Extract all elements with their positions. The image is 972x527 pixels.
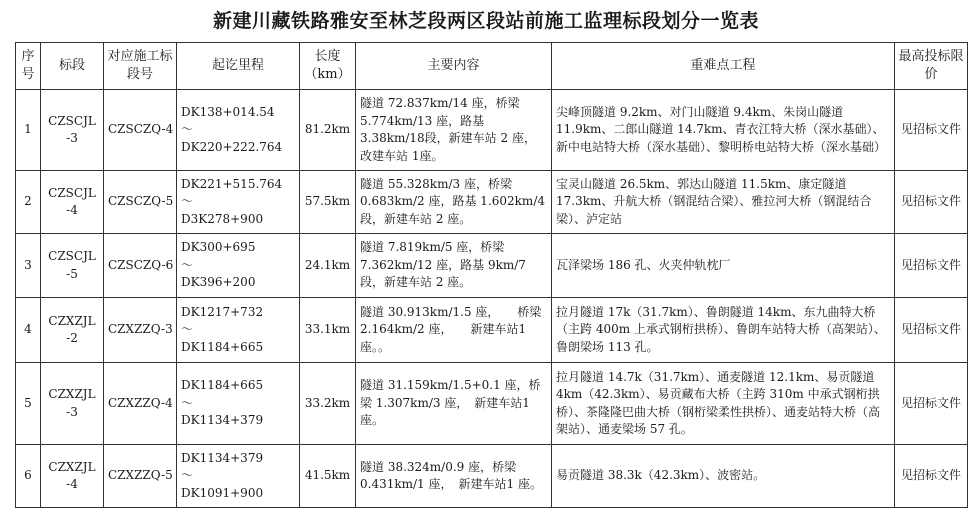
table-row [16, 445, 968, 508]
cell-construction-section: CZXZZQ-3 [104, 298, 177, 363]
mileage-start: DK138+014.54 [181, 104, 275, 119]
table-row [16, 298, 968, 363]
cell-key-works: 易贡隧道 38.3k（42.3km）、波密站。 [552, 445, 895, 508]
mileage-start: DK221+515.764 [181, 176, 283, 191]
mileage-separator: ～ [181, 468, 194, 483]
bid-section-table [15, 42, 968, 508]
cell-max-price: 见招标文件 [895, 234, 968, 298]
cell-key-works: 拉月隧道 14.7k（31.7km）、通麦隧道 12.1km、易贡隧道4km（42.3km）、易贡藏布大桥（主跨 310m 中承式钢桁拱桥）、茶隆隆巴曲大桥（钢桁梁柔性拱桥）、通麦站特大桥（高架站）、通麦梁场 57 孔。 [552, 363, 895, 445]
cell-construction-section: CZSCZQ-6 [104, 234, 177, 298]
cell-main-content: 隧道 72.837km/14 座，桥梁5.774km/13 座，路基 3.38km/18段，新建车站 2 座，改建车站 1座。 [356, 90, 552, 171]
mileage-end: DK396+200 [181, 275, 256, 290]
cell-mileage [177, 445, 300, 508]
cell-main-content: 隧道 55.328km/3 座，桥梁0.683km/2 座，路基 1.602km/4段，新建车站 2 座。 [356, 171, 552, 234]
table-header [16, 43, 968, 90]
header-length: 长度（km） [300, 43, 356, 90]
cell-seq: 1 [16, 90, 41, 171]
cell-construction-section: CZSCZQ-5 [104, 171, 177, 234]
mileage-start: DK1184+665 [181, 378, 264, 393]
cell-length: 81.2km [300, 90, 356, 171]
mileage-separator: ～ [181, 122, 194, 137]
document-title: 新建川藏铁路雅安至林芝段两区段站前施工监理标段划分一览表 [212, 10, 759, 32]
mileage-start: DK1134+379 [181, 450, 264, 465]
mileage-end: DK1134+379 [181, 413, 264, 428]
header-mileage: 起讫里程 [177, 43, 300, 90]
cell-seq: 5 [16, 363, 41, 445]
cell-max-price: 见招标文件 [895, 298, 968, 363]
mileage-separator: ～ [181, 395, 194, 410]
cell-length: 33.2km [300, 363, 356, 445]
cell-mileage [177, 298, 300, 363]
cell-mileage [177, 90, 300, 171]
table-row [16, 171, 968, 234]
cell-construction-section: CZXZZQ-4 [104, 363, 177, 445]
cell-key-works: 瓦泽梁场 186 孔、火夹仲轨枕厂 [552, 234, 895, 298]
cell-mileage [177, 171, 300, 234]
mileage-end: DK1091+900 [181, 485, 264, 500]
cell-max-price: 见招标文件 [895, 363, 968, 445]
cell-construction-section: CZSCZQ-4 [104, 90, 177, 171]
table-row [16, 90, 968, 171]
cell-seq: 6 [16, 445, 41, 508]
header-construction-section: 对应施工标段号 [104, 43, 177, 90]
mileage-end: DK1184+665 [181, 339, 264, 354]
header-key-works: 重难点工程 [552, 43, 895, 90]
cell-section: CZXZJL -4 [41, 445, 104, 508]
cell-length: 57.5km [300, 171, 356, 234]
table-body [16, 90, 968, 508]
cell-main-content: 隧道 38.324m/0.9 座，桥梁 0.431km/1 座， 新建车站1 座。 [356, 445, 552, 508]
mileage-end: D3K278+900 [181, 211, 264, 226]
cell-construction-section: CZXZZQ-5 [104, 445, 177, 508]
cell-key-works: 宝灵山隧道 26.5km、郭达山隧道 11.5km、康定隧道17.3km、升航大桥（钢混结合梁）、雅拉河大桥（钢混结合梁）、泸定站 [552, 171, 895, 234]
cell-seq: 4 [16, 298, 41, 363]
mileage-end: DK220+222.764 [181, 139, 283, 154]
cell-section: CZXZJL -3 [41, 363, 104, 445]
table-row [16, 363, 968, 445]
mileage-separator: ～ [181, 322, 194, 337]
cell-main-content: 隧道 30.913km/1.5 座， 桥梁 2.164km/2 座， 新建车站1 座。。 [356, 298, 552, 363]
cell-section: CZSCJL -4 [41, 171, 104, 234]
cell-max-price: 见招标文件 [895, 90, 968, 171]
cell-key-works: 拉月隧道 17k（31.7km）、鲁朗隧道 14km、东九曲特大桥（主跨 400m 上承式钢桁拱桥）、鲁朗车站特大桥（高架站）、鲁朗梁场 113 孔。 [552, 298, 895, 363]
header-main-content: 主要内容 [356, 43, 552, 90]
cell-key-works: 尖峰顶隧道 9.2km、对门山隧道 9.4km、朱岗山隧道11.9km、二郎山隧道 14.7km、青衣江特大桥（深水基础）、新中电站特大桥（深水基础）、黎明桥电站特大桥（深水基础） [552, 90, 895, 171]
cell-seq: 3 [16, 234, 41, 298]
table-row [16, 234, 968, 298]
mileage-separator: ～ [181, 194, 194, 209]
cell-section: CZSCJL -5 [41, 234, 104, 298]
cell-length: 33.1km [300, 298, 356, 363]
mileage-separator: ～ [181, 257, 194, 272]
cell-mileage [177, 363, 300, 445]
header-max-price: 最高投标限价 [895, 43, 968, 90]
cell-section: CZSCJL -3 [41, 90, 104, 171]
cell-section: CZXZJL -2 [41, 298, 104, 363]
cell-max-price: 见招标文件 [895, 171, 968, 234]
cell-seq: 2 [16, 171, 41, 234]
header-seq: 序号 [16, 43, 41, 90]
cell-main-content: 隧道 31.159km/1.5+0.1 座，桥梁 1.307km/3 座， 新建车站1 座。 [356, 363, 552, 445]
cell-main-content: 隧道 7.819km/5 座，桥梁7.362km/12 座，路基 9km/7 段，新建车站 2 座。 [356, 234, 552, 298]
mileage-start: DK1217+732 [181, 304, 264, 319]
cell-length: 41.5km [300, 445, 356, 508]
cell-length: 24.1km [300, 234, 356, 298]
mileage-start: DK300+695 [181, 240, 256, 255]
cell-mileage [177, 234, 300, 298]
header-section: 标段 [41, 43, 104, 90]
cell-max-price: 见招标文件 [895, 445, 968, 508]
